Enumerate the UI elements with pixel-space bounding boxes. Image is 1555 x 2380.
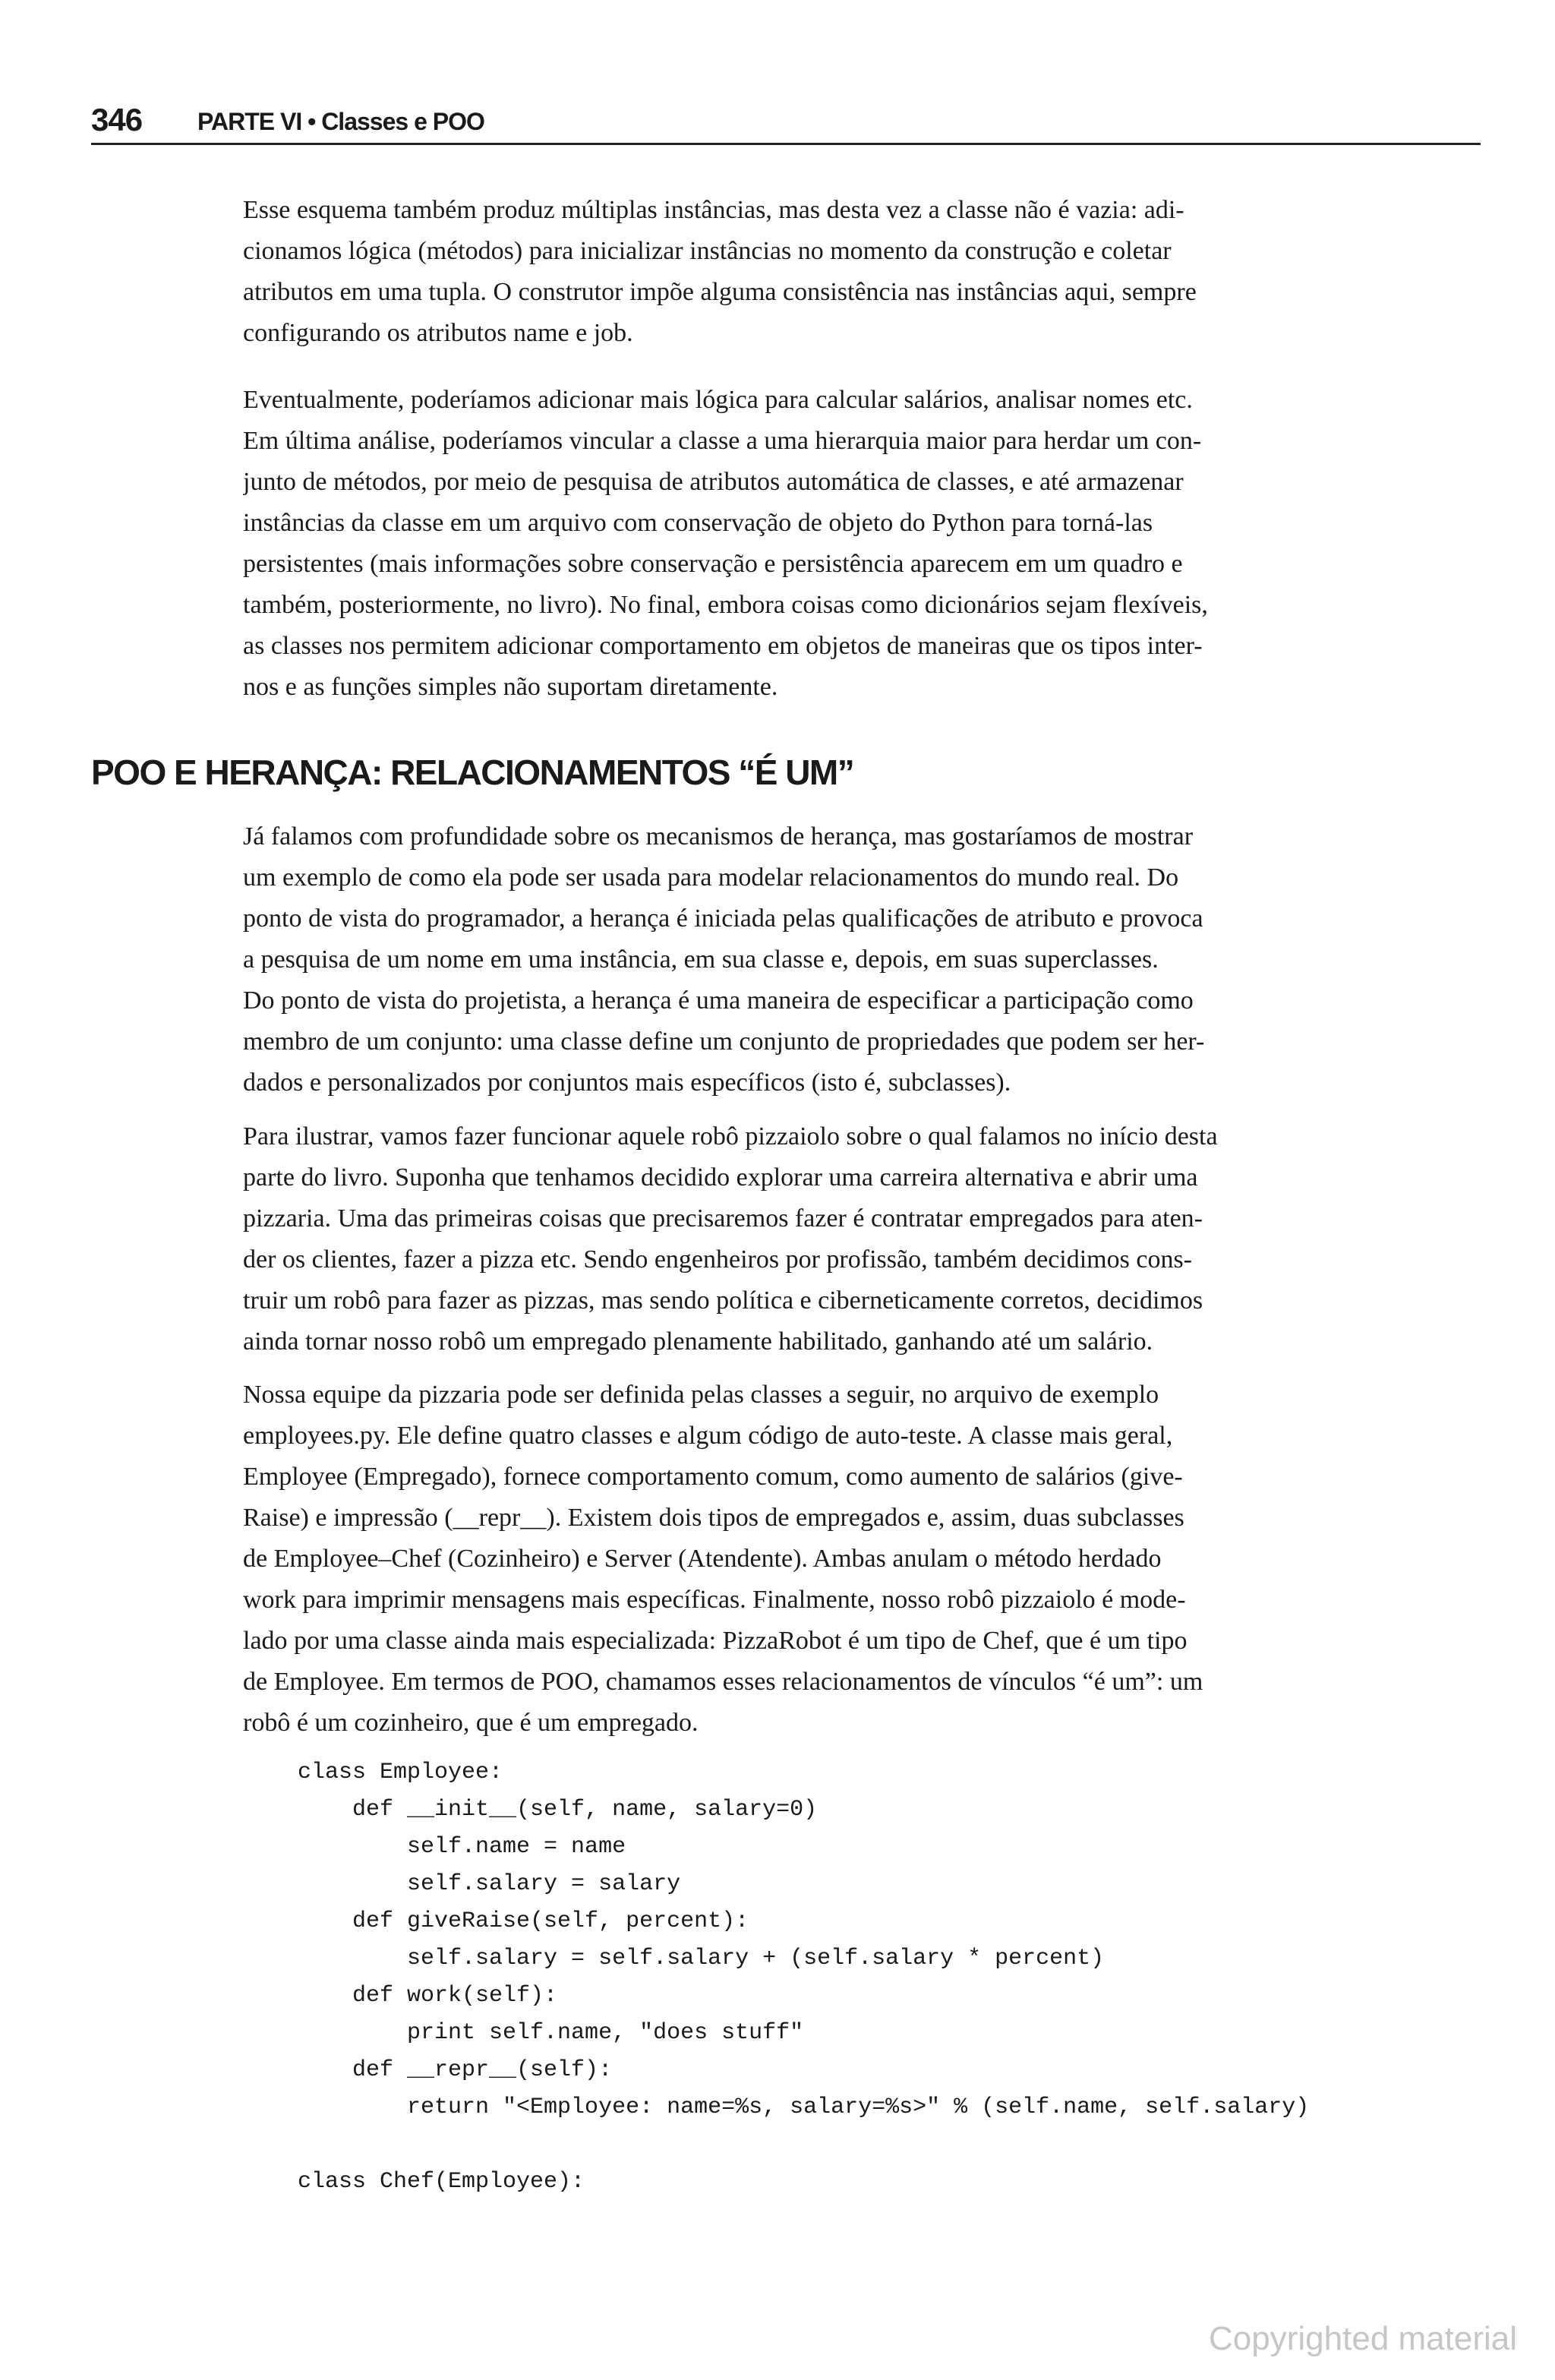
text-line: configurando os atributos name e job. [243,319,633,347]
paragraph-2 [243,380,1481,708]
text-line: work para imprimir mensagens mais específicas. Finalmente, nosso robô pizzaiolo é mode- [243,1586,1186,1614]
text-line: Raise) e impressão (__repr__). Existem dois tipos de empregados e, assim, duas subclasses [243,1504,1184,1532]
text-line: Esse esquema também produz múltiplas instâncias, mas desta vez a classe não é vazia: adi- [243,196,1184,224]
paragraph-5 [243,1375,1481,1744]
text-line: junto de métodos, por meio de pesquisa de atributos automática de classes, e até armazenar [243,468,1184,496]
text-line: de Employee. Em termos de POO, chamamos esses relacionamentos de vínculos “é um”: um [243,1668,1203,1696]
text-line: der os clientes, fazer a pizza etc. Sendo engenheiros por profissão, também decidimos cons- [243,1245,1192,1274]
text-line: cionamos lógica (métodos) para inicializar instâncias no momento da construção e coletar [243,237,1172,265]
page-number: 346 [91,102,143,137]
text-line: robô é um cozinheiro, que é um empregado. [243,1709,699,1737]
paragraph-4 [243,1116,1481,1362]
text-line: dados e personalizados por conjuntos mais específicos (isto é, subclasses). [243,1068,1011,1097]
code-listing: class Employee: def __init__(self, name, salary=0) self.name = name self.salary = salary def giveRaise(self, percent): self.salary = self.salary + (self.salary * percent) def work(self): print self.name, "does stuff" def __repr__(self): return "<Employee: name=%s, salary=%s>" % (self.name, self.salary) class Chef(Employee): [298,1760,1310,2195]
text-line: a pesquisa de um nome em uma instância, em sua classe e, depois, em suas superclasses. [243,945,1159,974]
section-heading: POO E HERANÇA: RELACIONAMENTOS “É UM” [91,753,854,792]
text-line: instâncias da classe em um arquivo com conservação de objeto do Python para torná-las [243,509,1153,537]
text-line: nos e as funções simples não suportam diretamente. [243,673,778,701]
text-line: também, posteriormente, no livro). No final, embora coisas como dicionários sejam flexíveis, [243,591,1208,619]
paragraph-3 [243,816,1481,1103]
paragraph-1 [243,190,1481,354]
text-line: membro de um conjunto: uma classe define um conjunto de propriedades que podem ser her- [243,1027,1205,1056]
text-line: parte do livro. Suponha que tenhamos decidido explorar uma carreira alternativa e abrir uma [243,1163,1198,1192]
text-line: Nossa equipe da pizzaria pode ser definida pelas classes a seguir, no arquivo de exemplo [243,1381,1159,1409]
text-line: Employee (Empregado), fornece comportamento comum, como aumento de salários (give- [243,1463,1183,1491]
text-line: ainda tornar nosso robô um empregado plenamente habilitado, ganhando até um salário. [243,1327,1153,1356]
text-line: persistentes (mais informações sobre conservação e persistência aparecem em um quadro e [243,550,1183,578]
running-head: PARTE VI • Classes e POO [197,108,484,135]
text-line: Já falamos com profundidade sobre os mecanismos de herança, mas gostaríamos de mostrar [243,822,1194,851]
text-line: Para ilustrar, vamos fazer funcionar aquele robô pizzaiolo sobre o qual falamos no início desta [243,1122,1218,1151]
text-line: lado por uma classe ainda mais especializada: PizzaRobot é um tipo de Chef, que é um tipo [243,1627,1188,1655]
text-line: atributos em uma tupla. O construtor impõe alguma consistência nas instâncias aqui, sempre [243,278,1197,306]
text-line: Do ponto de vista do projetista, a herança é uma maneira de especificar a participação como [243,986,1194,1015]
copyright-watermark: Copyrighted material [1209,2320,1517,2357]
text-line: employees.py. Ele define quatro classes e algum código de auto-teste. A classe mais geral, [243,1422,1173,1450]
text-line: pizzaria. Uma das primeiras coisas que precisaremos fazer é contratar empregados para aten- [243,1204,1203,1233]
text-line: truir um robô para fazer as pizzas, mas sendo política e ciberneticamente corretos, decidimos [243,1286,1203,1315]
text-line: um exemplo de como ela pode ser usada para modelar relacionamentos do mundo real. Do [243,863,1179,892]
text-line: Eventualmente, poderíamos adicionar mais lógica para calcular salários, analisar nomes etc. [243,386,1193,414]
text-line: Em última análise, poderíamos vincular a classe a uma hierarquia maior para herdar um con- [243,427,1202,455]
text-line: ponto de vista do programador, a herança é iniciada pelas qualificações de atributo e provoca [243,904,1203,933]
text-line: de Employee–Chef (Cozinheiro) e Server (Atendente). Ambas anulam o método herdado [243,1545,1162,1573]
text-line: as classes nos permitem adicionar comportamento em objetos de maneiras que os tipos inter- [243,632,1203,660]
running-header [91,99,1481,145]
